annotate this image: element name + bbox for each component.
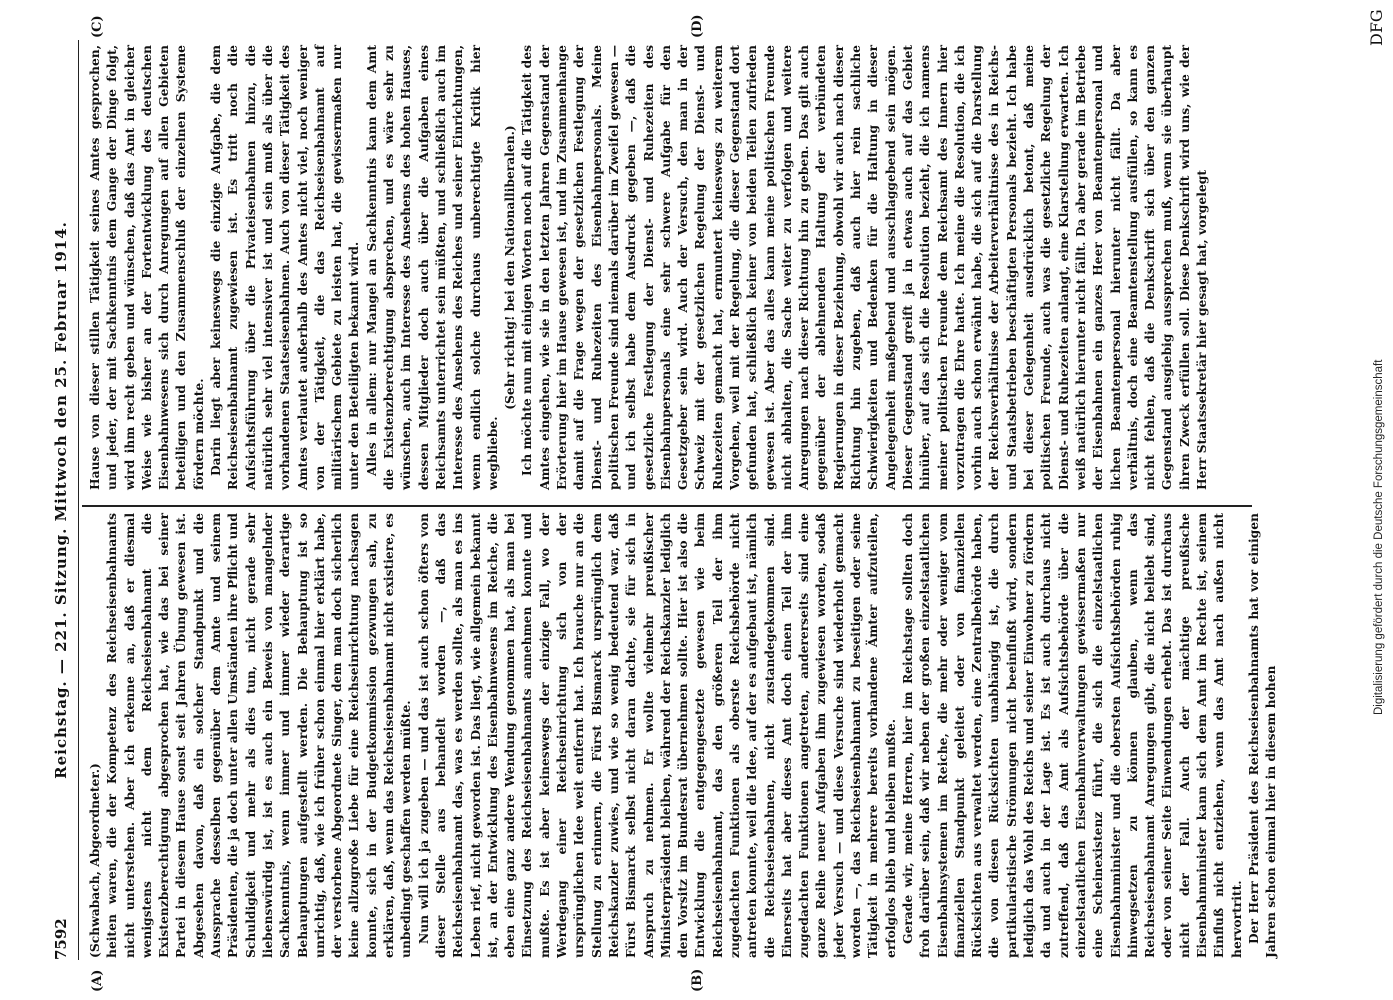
interjection: (Sehr richtig! bei den Nationalliberalen.) (502, 125, 518, 410)
margin-mark-b: (B) (690, 968, 705, 992)
margin-mark-c: (C) (90, 15, 105, 38)
dfg-logo (1365, 10, 1393, 730)
page-title: Reichstag. — 221. Sitzung. Mittwoch den 25. Februar 1914. (52, 221, 70, 779)
page-header (52, 40, 74, 960)
paragraph: Hause von dieser stillen Tätigkeit seines Amtes gesprochen, und jeder, der mit Sachkenntnis dem Gange der Dinge folgt, wird ihm recht geben und wünschen, daß das Amt in gleicher Weise wie bisher an der Fortentwicklung des deutschen Eisenbahnwesens sich durch Anregungen auf allen Gebieten beteiligen und den Zusammenschluß der einzelnen Systeme fördern möchte. (87, 45, 206, 490)
paragraph: Der Herr Präsident des Reichseisenbahnamts hat vor einigen Jahren schon einmal hier in diesem hohen (1245, 513, 1279, 958)
margin-mark-a: (A) (90, 969, 105, 992)
page-number: 7592 (52, 918, 70, 960)
paragraph: heiten waren, die der Kompetenz des Reichseisenbahnamts nicht unterstehen. Aber ich erkenne an, daß er diesmal wenigstens nicht dem Reichseisenbahnamt die Existenzberechtigung abgesprochen hat, wie das bei seiner Partei in diesem Hause sonst seit Jahren Übung gewesen ist. Abgesehen davon, daß ein solcher Standpunkt und die Aussprache desselben gegenüber dem Amte und seinem Präsidenten, die ja doch unter allen Umständen ihre Pflicht und Schuldigkeit und mehr als dies tun, nicht gerade sehr liebenswürdig ist, ist es auch ein Beweis von mangelnder Sachkenntnis, wenn immer und immer wieder derartige Behauptungen aufgestellt werden. Die Behauptung ist so unrichtig, daß, wie ich früher schon einmal hier erklärt habe, der verstorbene Abgeordnete Singer, dem man doch sicherlich keine allzugroße Liebe für eine Reichseinrichtung nachsagen konnte, sich in der Budgetkommission gezwungen sah, zu erklären, daß, wenn das Reichseisenbahnamt nicht existiere, es unbedingt geschaffen werden müßte. (104, 513, 414, 958)
column-divider (82, 505, 1252, 507)
paragraph: Alles in allem: nur Mangel an Sachkenntnis kann dem Amt die Existenzberechtigung absprechen, und es wäre sehr zu wünschen, auch im Interesse des Ansehens des hohen Hauses, dessen Mitglieder doch auch über die Aufgaben eines Reichsamts unterrichtet sein müßten, und schließlich auch im Interesse des Ansehens des Reiches und seiner Einrichtungen, wenn endlich solche durchaus unberechtigte Kritik hier wegbliebe. (363, 45, 500, 490)
paragraph: Nun will ich ja zugeben — und das ist auch schon öfters von dieser Stelle aus behandelt worden —, daß das Reichseisenbahnamt das, was es werden sollte, als man es ins Leben rief, nicht geworden ist. Das liegt, wie allgemein bekannt ist, an der Entwicklung des Eisenbahnwesens im Reiche, die eben eine ganz andere Wendung genommen hat, als man bei Einsetzung des Reichseisenbahnamts annehmen konnte und mußte. Es ist aber keineswegs der einzige Fall, wo der Werdegang einer Reichseinrichtung sich von der ursprünglichen Idee weit entfernt hat. Ich brauche nur an die Stellung zu erinnern, die Fürst Bismarck ursprünglich dem Reichskanzler zuwies, und wie so wenig bedeutend war, daß Fürst Bismarck selbst nicht daran dachte, sie für sich in Anspruch zu nehmen. Er wollte vielmehr preußischer Ministerpräsident bleiben, während der Reichskanzler lediglich den Vorsitz im Bundesrat übernehmen sollte. Hier ist also die Entwicklung die entgegengesetzte gewesen wie beim Reichseisenbahnamt, das den größeren Teil der ihm zugedachten Funktionen als oberste Reichsbehörde nicht antreten konnte, weil die Idee, auf der es aufgebaut ist, nämlich die Reichseisenbahnen, nicht zustandegekommen sind. Einerseits hat aber dieses Amt doch einen Teil der ihm zugedachten Funktionen angetreten, andererseits sind eine ganze Reihe neuer Aufgaben ihm zugewiesen worden, sodaß jeder Versuch — und diese Versuche sind wiederholt gemacht worden —, das Reichseisenbahnamt zu beseitigen oder seine Tätigkeit in mehrere bereits vorhandene Ämter aufzuteilen, erfolglos blieb und bleiben mußte. (415, 513, 898, 958)
right-text-column (86, 45, 1256, 490)
paragraph: Gerade wir, meine Herren, hier im Reichstage sollten doch froh darüber sein, daß wir neben der großen einzelstaatlichen Eisenbahnsystemen im Reiche, die mehr oder weniger vom finanziellen Standpunkt geleitet oder von finanziellen Rücksichten aus verwaltet werden, eine Zentralbehörde haben, die von diesen Rücksichten unabhängig ist, die durch partikularistische Strömungen nicht beeinflußt wird, sondern lediglich das Wohl des Reichs und seiner Einwohner zu fördern da und auch in der Lage ist. Es ist auch durchaus nicht zutreffend, daß das Amt als Aufsichtsbehörde über die einzelstaatlichen Eisenbahnverwaltungen gewissermaßen nur eine Scheinexistenz führt, die sich die einzelstaatlichen Eisenbahnminister und die obersten Aufsichtsbehörden ruhig hinwegsetzen zu können glauben, wenn das Reichseisenbahnamt Anregungen gibt, die nicht beliebt sind, oder von seiner Seite Einwendungen erhebt. Das ist durchaus nicht der Fall. Auch der mächtige preußische Eisenbahnminister kann sich dem Amt im Rechte ist, seinem Einfluß nicht entziehen, wenn das Amt nach außen nicht hervortritt. (899, 513, 1244, 958)
header-rule (78, 40, 79, 960)
dfg-logo-text: DFG (1367, 9, 1386, 46)
paragraph: Darin liegt aber keineswegs die einzige Aufgabe, die dem Reichseisenbahnamt zugewiesen ist. Es tritt noch die Aufsichtsführung über die Privateisenbahnen hinzu, die natürlich sehr viel intensiver ist und sein muß als über die vorhandenen Staatseisenbahnen. Auch von dieser Tätigkeit des Amtes verlautet außerhalb des Amtes nicht viel, noch weniger von der Tätigkeit, die das Reichseisenbahnamt auf militärischem Gebiete zu leisten hat, die gewissermaßen nur unter den Beteiligten bekannt wird. (208, 45, 362, 490)
margin-mark-d: (D) (690, 14, 705, 38)
credit-text: Digitalisierung gefördert durch die Deutsche Forschungsgemeinschaft (1373, 359, 1385, 715)
left-text-column (86, 513, 1279, 958)
speaker-note: (Schwabach, Abgeordneter.) (87, 763, 102, 958)
paragraph: Ich möchte nun mit einigen Worten noch auf die Tätigkeit des Amtes eingehen, wie sie in den letzten Jahren Gegenstand der Erörterung hier im Hause gewesen ist, und im Zusammenhange damit auf die Frage wegen der gesetzlichen Festlegung der Dienst- und Ruhezeiten des Eisenbahnpersonals. Meine politischen Freunde sind niemals darüber im Zweifel gewesen — und ich selbst habe dem Ausdruck gegeben —, daß die gesetzliche Festlegung der Dienst- und Ruhezeiten des Eisenbahnpersonals eine sehr schwere Aufgabe für den Gesetzgeber sein wird. Auch der Versuch, den man in der Schweiz mit der gesetzlichen Regelung der Dienst- und Ruhezeiten gemacht hat, ermuntert keineswegs zu weiterem Vorgehen, weil mit der Regelung, die dieser Gegenstand dort gefunden hat, schließlich keiner von beiden Teilen zufrieden gewesen ist. Aber das alles kann meine politischen Freunde nicht abhalten, die Sache weiter zu verfolgen und weitere Anregungen nach dieser Richtung hin zu geben. Das gilt auch gegenüber der ablehnenden Haltung der verbündeten Regierungen in dieser Beziehung, obwohl wir auch nach dieser Richtung hin zugeben, daß auch hier rein sachliche Schwierigkeiten und Bedenken für die Haltung in dieser Angelegenheit maßgebend und ausschlaggebend sein mögen. Dieser Gegenstand greift ja in etwas auch auf das Gebiet hinüber, auf das sich die Resolution bezieht, die ich namens meiner politischen Freunde dem Reichsamt des Innern hier vorzutragen die Ehre hatte. Ich meine die Resolution, die ich vorhin auch schon erwähnt habe, die sich auf die Darstellung der Reichsverhältnisse der Arbeiterverhältnisse des in Reichs- und Staatsbetrieben beschäftigten Personals bezieht. Ich habe bei dieser Gelegenheit ausdrücklich betont, daß meine politischen Freunde, auch was die gesetzliche Regelung der Dienst- und Ruhezeiten anlangt, eine Klarstellung erwarten. Ich weiß natürlich hierunter nicht fällt. Da aber gerade im Betriebe der Eisenbahnen ein ganzes Heer von Beamtenpersonal und lichen Beamtenpersonal hierunter nicht fällt. Da aber verhältnis, doch eine Beamtenstellung ausfüllen, so kann es nicht fehlen, daß die Denkschrift sich über den ganzen Gegenstand ausgiebig aussprechen muß, wenn sie überhaupt ihren Zweck erfüllen soll. Diese Denkschrift wird uns, wie der Herr Staatssekretär hier gesagt hat, vorgelegt (519, 45, 1209, 490)
